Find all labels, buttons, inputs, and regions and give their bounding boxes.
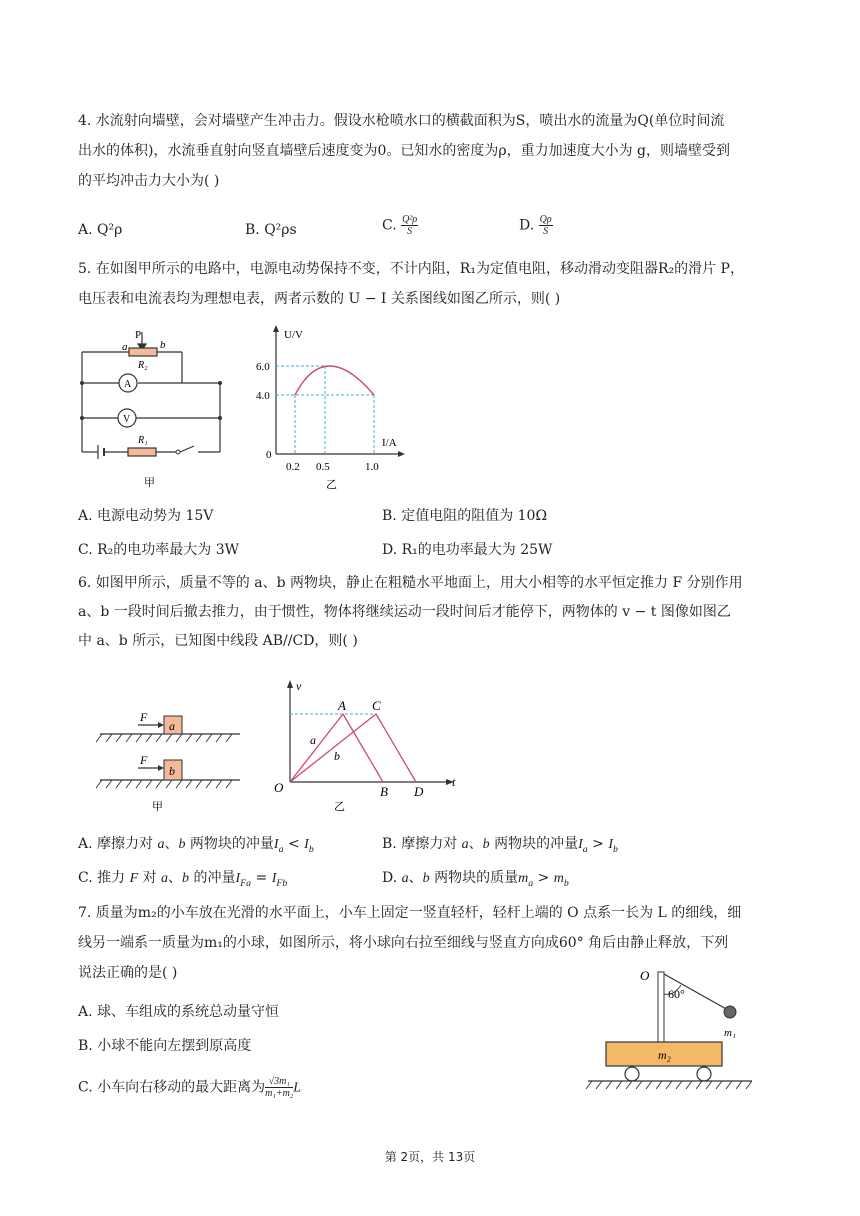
q7-label-angle: 60°: [668, 987, 685, 1001]
graph-y-label: U/V: [284, 329, 303, 341]
fig-block-b-label: b: [169, 764, 175, 778]
circuit-label-b: b: [160, 339, 166, 351]
q7-line-1: 7. 质量为m₂的小车放在光滑的水平面上，小车上固定一竖直轻杆，轻杆上端的 O 点系一长为 L 的细线，细: [78, 905, 742, 921]
q7-option-c-prefix: C. 小车向右移动的最大距离为: [78, 1079, 266, 1096]
q7-pendulum-cart-figure: [582, 966, 762, 1096]
q4-option-c-fraction: [401, 214, 418, 237]
question-4: [78, 106, 782, 196]
vt-line-a-label: a: [310, 733, 316, 747]
q5-line-2: 电压表和电流表均为理想电表，两者示数的 U − I 关系图线如图乙所示，则( ): [78, 291, 561, 307]
q6-line-1: 6. 如图甲所示，质量不等的 a、b 两物块，静止在粗糙水平地面上，用大小相等的水平恒定推力 F 分别作用: [78, 575, 743, 591]
q4-line-2: 出水的体积)，水流垂直射向竖直墙壁后速度变为0。已知水的密度为ρ，重力加速度大小为 g，则墙壁受到: [78, 143, 731, 159]
page-footer: 第 2页，共 13页: [384, 1150, 476, 1164]
q6-option-a: A. 摩擦力对 a、b 两物块的冲量$I_a < I_b$: [78, 836, 314, 855]
q7-option-c-numerator: √3m₁: [265, 1076, 293, 1088]
q7-option-c: [78, 1076, 301, 1099]
q7-label-m2: m₂: [658, 1048, 671, 1062]
q5-option-b: B. 定值电阻的阻值为 10Ω: [382, 508, 548, 524]
q4-option-c: [382, 214, 418, 237]
q7-option-c-suffix: L: [293, 1080, 302, 1096]
q6-vt-graph: [268, 676, 468, 816]
q4-line-3: 的平均冲击力大小为( ): [78, 173, 220, 189]
fig-blocks-caption: 甲: [152, 801, 163, 813]
q4-option-d-fraction: [539, 214, 553, 237]
q7-option-c-denominator: m₁+m₂: [265, 1088, 294, 1099]
q5-option-c: C. R₂的电功率最大为 3W: [78, 542, 240, 558]
q5-option-a: A. 电源电动势为 15V: [78, 508, 214, 524]
circuit-label-r2: R₂: [138, 360, 148, 371]
circuit-label-r1: R₁: [138, 435, 148, 446]
q7-line-3: 说法正确的是( ): [78, 965, 178, 981]
graph-y-tick-4: 4.0: [256, 390, 270, 402]
q5-line-1: 5. 在如图甲所示的电路中，电源电动势保持不变，不计内阻，R₁为定值电阻，移动滑动变阻器R₂的滑片 P，: [78, 261, 744, 277]
q5-option-d: D. R₁的电功率最大为 25W: [382, 542, 553, 558]
q4-option-c-numerator: Q²ρ: [402, 214, 418, 225]
graph-x-tick-05: 0.5: [316, 461, 330, 473]
q7-option-a: A. 球、车组成的系统总动量守恒: [78, 1004, 280, 1020]
q6-blocks-figure: [96, 700, 246, 816]
vt-point-a: A: [338, 698, 346, 713]
vt-axis-v: v: [296, 679, 302, 693]
q7-line-2: 线另一端系一质量为m₁的小球，如图所示，将小球向右拉至细线与竖直方向成60° 角后由静止释放，下列: [78, 935, 729, 951]
graph-y-tick-6: 6.0: [256, 361, 270, 373]
vt-line-b-label: b: [334, 749, 340, 763]
q6-option-b: B. 摩擦力对 a、b 两物块的冲量$I_a > I_b$: [382, 836, 618, 855]
q4-option-d-denominator: S: [543, 226, 549, 237]
question-5: [78, 254, 782, 314]
q5-circuit-diagram: [72, 326, 242, 496]
q6-line-2: a、b 一段时间后撤去推力，由于惯性，物体将继续运动一段时间后才能停下，两物体的 v − t 图像如图乙: [78, 604, 731, 620]
graph-origin: 0: [266, 449, 272, 461]
fig-block-a-label: a: [169, 719, 175, 733]
graph-caption: 乙: [326, 479, 337, 491]
vt-point-b: B: [380, 784, 388, 799]
q4-option-c-prefix: C.: [382, 217, 397, 234]
fig-force-label-b: F: [140, 753, 148, 767]
q4-option-c-denominator: S: [407, 226, 413, 237]
circuit-voltmeter-label: V: [123, 414, 131, 425]
q6-line-3: 中 a、b 所示，已知图中线段 AB//CD，则( ): [78, 633, 358, 649]
q4-option-b: B. Q²ρs: [245, 222, 297, 238]
q6-option-d: D. a、b 两物块的质量$m_a > m_b$: [382, 870, 569, 889]
fig-force-label-a: F: [140, 710, 148, 724]
q4-option-d-prefix: D.: [519, 217, 535, 234]
vt-point-d: D: [414, 784, 424, 799]
graph-x-label: I/A: [382, 437, 397, 449]
q5-ui-graph: [250, 322, 420, 496]
question-6: [78, 569, 782, 656]
q7-option-c-fraction: [265, 1076, 293, 1099]
graph-x-tick-02: 0.2: [286, 461, 300, 473]
circuit-ammeter-label: A: [124, 379, 132, 390]
vt-caption: 乙: [334, 801, 345, 813]
q4-option-d-numerator: Qρ: [539, 214, 552, 225]
circuit-label-p: P: [135, 329, 142, 341]
q7-label-m1: m₁: [724, 1027, 736, 1039]
q4-option-d: [519, 214, 553, 237]
q6-option-c: C. 推力 F 对 a、b 的冲量$I_{Fa} = I_{Fb}$: [78, 870, 288, 889]
vt-point-c: C: [372, 698, 381, 713]
circuit-label-a: a: [122, 341, 128, 353]
q4-line-1: 4. 水流射向墙壁，会对墙壁产生冲击力。假设水枪喷水口的横截面积为S，喷出水的流量为Q(单位时间流: [78, 113, 725, 129]
q7-label-o: O: [640, 968, 650, 983]
q4-option-a: A. Q²ρ: [78, 222, 123, 238]
circuit-caption: 甲: [144, 477, 155, 489]
graph-x-tick-10: 1.0: [365, 461, 379, 473]
q7-option-b: B. 小球不能向左摆到原高度: [78, 1038, 252, 1054]
vt-axis-t: t: [452, 775, 456, 789]
vt-origin-o: O: [274, 780, 284, 795]
